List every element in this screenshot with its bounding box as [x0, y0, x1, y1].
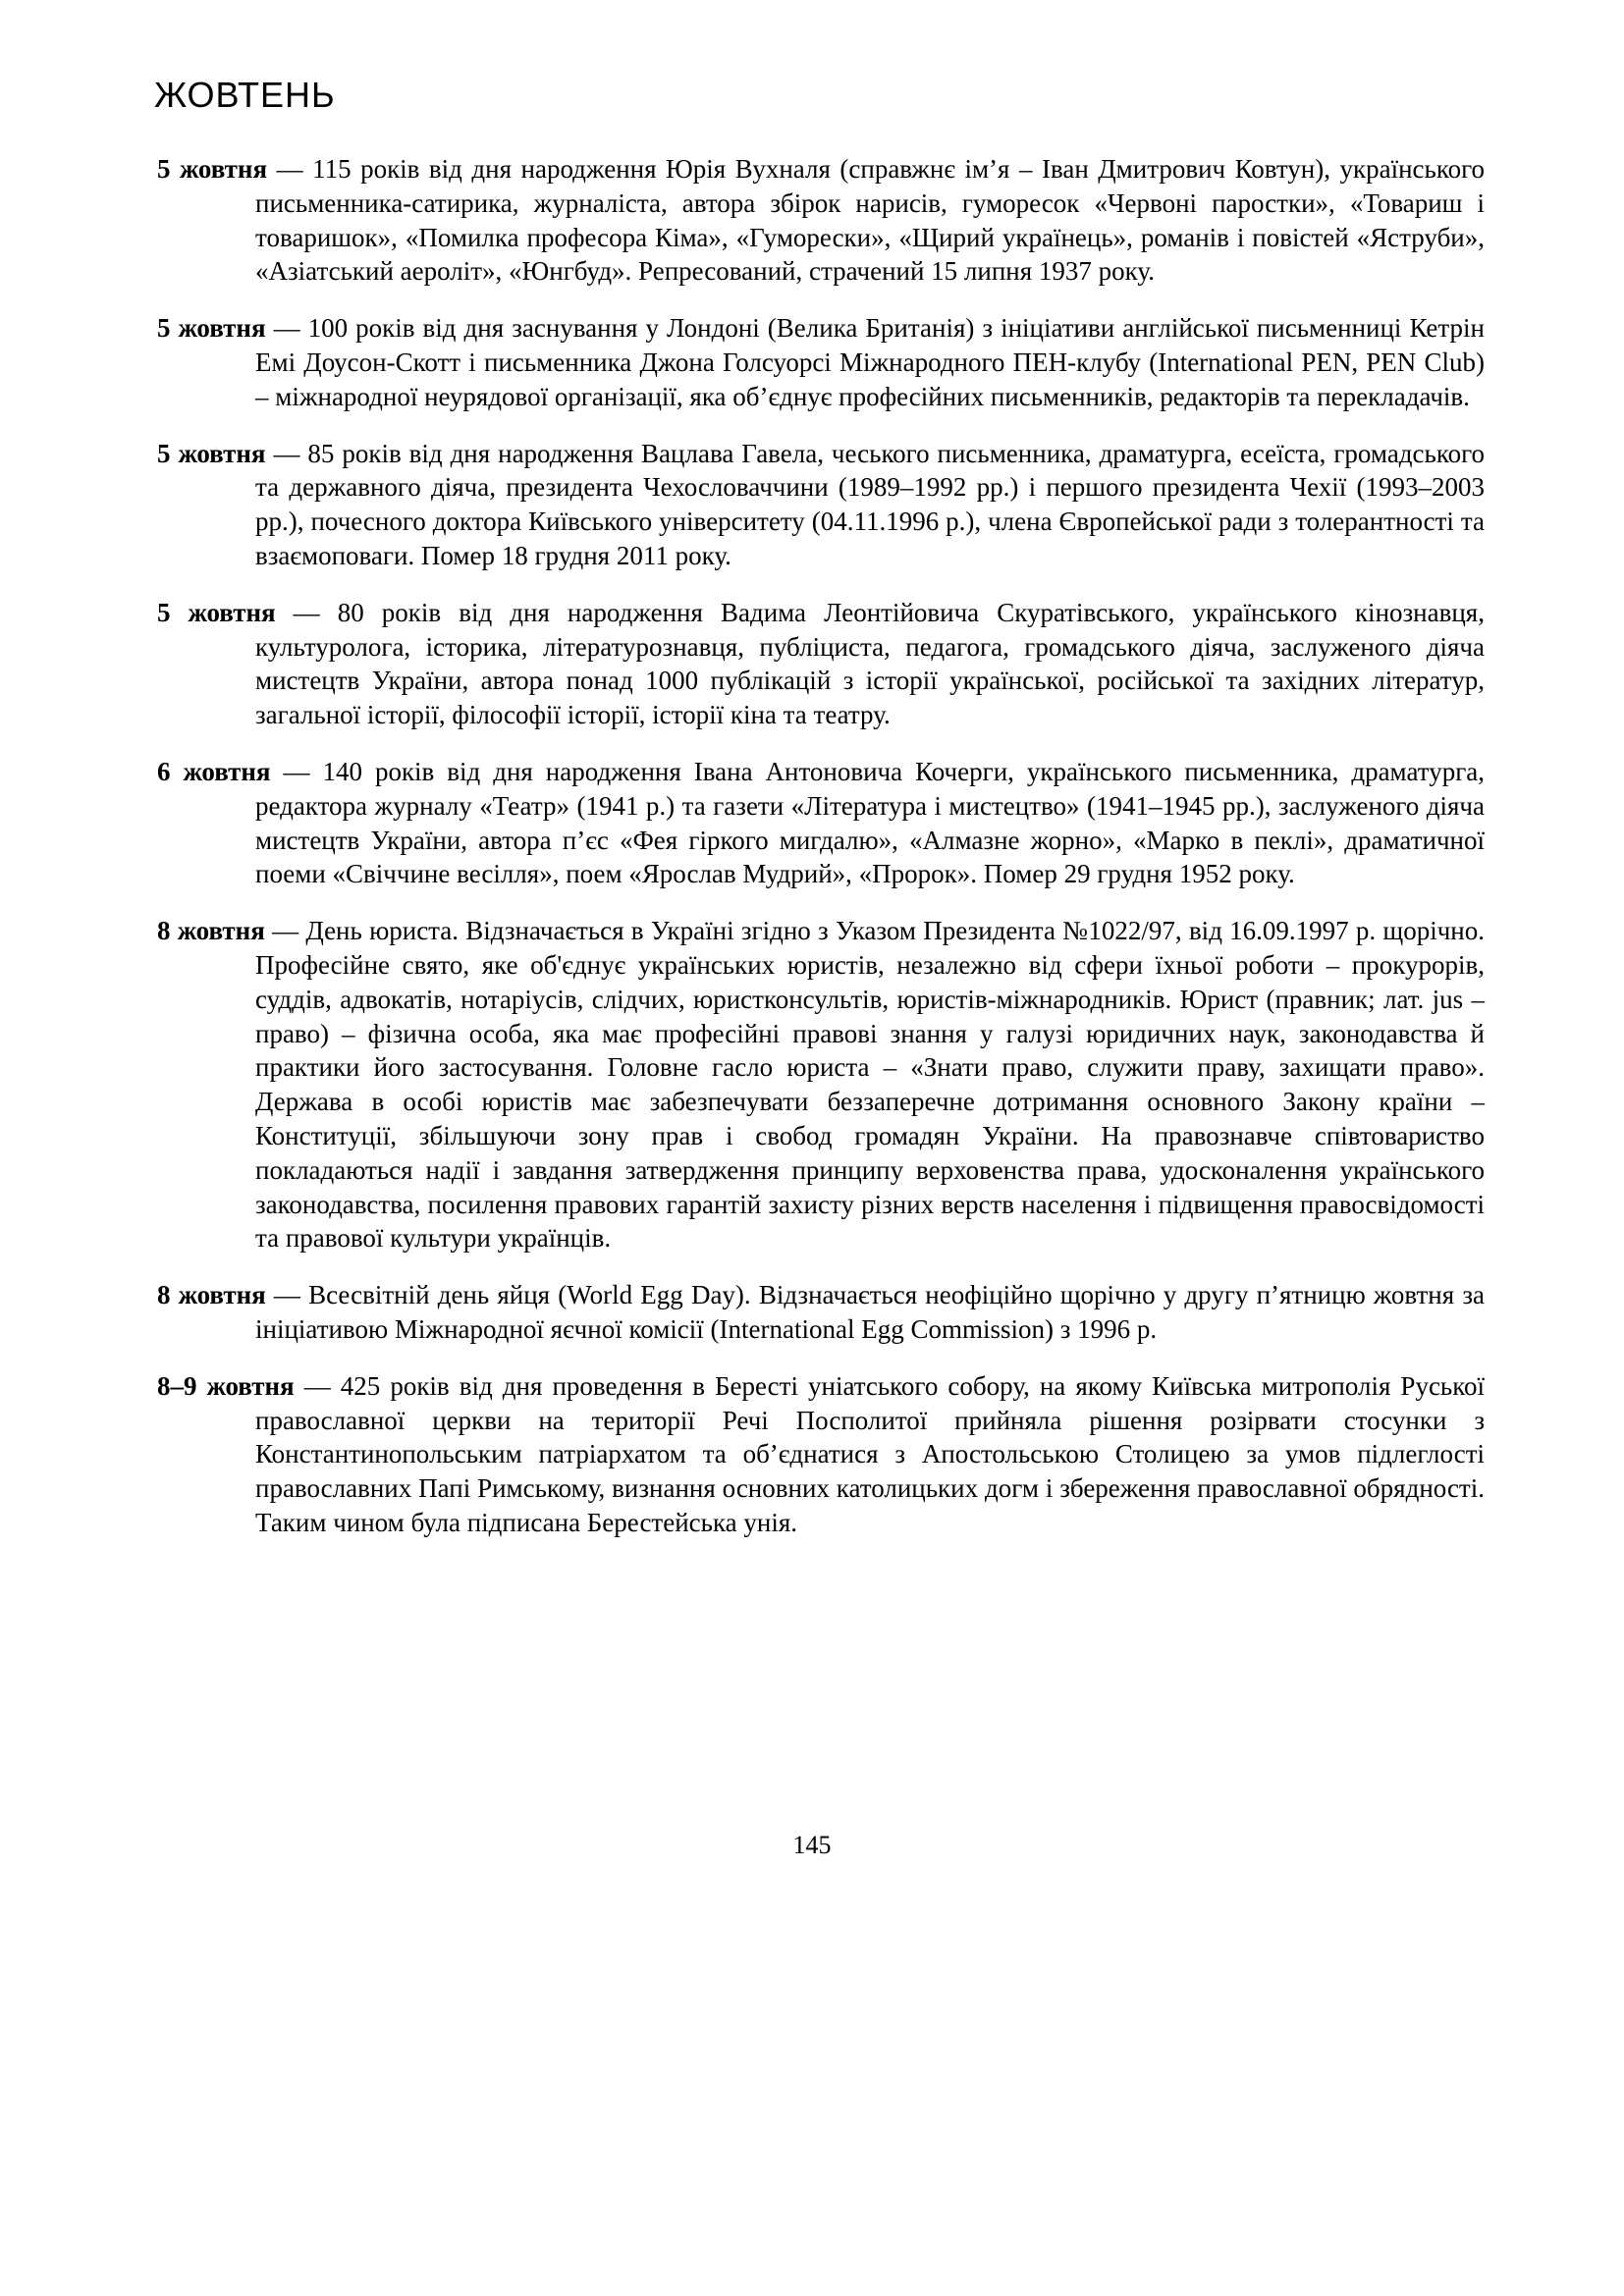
entry-text: — 140 років від дня народження Івана Антоновича Кочерги, українського письменника, драматурга, редактора журналу «Театр» (1941 р.) та газети «Література і мистецтво» (1941–1945 рр.), заслуженого діяча мистецтв України, автора п’єс «Фея гіркого мигдалю», «Алмазне жорно», «Марко в пеклі», драматичної поеми «Свіччине весілля», поем «Ярослав Мудрий», «Пророк». Помер 29 грудня 1952 року.	[255, 756, 1485, 889]
entry-text: — 80 років від дня народження Вадима Леонтійовича Скуратівського, українського кінознавця, культуролога, історика, літературознавця, публіциста, педагога, громадського діяча, заслуженого діяча мистецтв України, автора понад 1000 публікацій з історії української, російської та західних літератур, загальної історії, філософії історії, історії кіна та театру.	[255, 597, 1485, 730]
entry-date: 8 жовтня	[157, 1280, 266, 1310]
entry-date: 8–9 жовтня	[157, 1370, 295, 1401]
entry-date: 5 жовтня	[157, 154, 268, 184]
entry-text: — 425 років від дня проведення в Бересті уніатського собору, на якому Київська митрополія Руської православної церкви на території Речі Посполитої прийняла рішення розірвати стосунки з Константинопольським патріархатом та об’єднатися з Апостольською Столицею за умов підлеглості православних Папі Римському, визнання основних католицьких догм і збереження православної обрядності. Таким чином була підписана Берестейська унія.	[255, 1370, 1485, 1537]
page-number: 145	[792, 1831, 832, 1859]
calendar-entry	[157, 1369, 1485, 1540]
calendar-entry	[157, 755, 1485, 891]
calendar-entry	[157, 596, 1485, 732]
calendar-entries	[157, 152, 1485, 1563]
entry-text: — 100 років від дня заснування у Лондоні (Велика Британія) з ініціативи англійської письменниці Кетрін Емі Доусон-Скотт і письменника Джона Голсуорсі Міжнародного ПЕН-клубу (International PEN, PEN Club) – міжнародної неурядової організації, яка об’єднує професійних письменників, редакторів та перекладачів.	[255, 313, 1485, 411]
calendar-entry	[157, 437, 1485, 573]
entry-date: 6 жовтня	[157, 756, 271, 786]
calendar-entry	[157, 1278, 1485, 1347]
calendar-entry	[157, 152, 1485, 289]
entry-date: 8 жовтня	[157, 916, 265, 946]
entry-date: 5 жовтня	[157, 597, 276, 627]
calendar-entry	[157, 914, 1485, 1255]
entry-text: — 115 років від дня народження Юрія Вухналя (справжнє ім’я – Іван Дмитрович Ковтун), українського письменника-сатирика, журналіста, автора збірок нарисів, гуморесок «Червоні паростки», «Товариш і товаришок», «Помилка професора Кіма», «Гуморески», «Щирий українець», романів і повістей «Яструби», «Азіатський аероліт», «Юнгбуд». Репресований, страчений 15 липня 1937 року.	[255, 154, 1485, 287]
month-heading: ЖОВТЕНЬ	[154, 75, 336, 115]
entry-text: — Всесвітній день яйця (World Egg Day). Відзначається неофіційно щорічно у другу п’ятницю жовтня за ініціативою Міжнародної яєчної комісії (International Egg Commission) з 1996 р.	[255, 1280, 1485, 1344]
calendar-entry	[157, 311, 1485, 413]
entry-text: — День юриста. Відзначається в Україні згідно з Указом Президента №1022/97, від 16.09.1997 р. щорічно. Професійне свято, яке об'єднує українських юристів, незалежно від сфери їхньої роботи – прокурорів, суддів, адвокатів, нотаріусів, слідчих, юристконсультів, юристів-міжнародників. Юрист (правник; лат. jus – право) – фізична особа, яка має професійні правові знання у галузі юридичних наук, законодавства й практики його застосування. Головне гасло юриста – «Знати право, служити праву, захищати право». Держава в особі юристів має забезпечувати беззаперечне дотримання основного Закону країни – Конституції, збільшуючи зону прав і свобод громадян України. На правознавче співтовариство покладаються надії і завдання затвердження принципу верховенства права, удосконалення українського законодавства, посилення правових гарантій захисту різних верств населення і підвищення правосвідомості та правової культури українців.	[255, 916, 1485, 1254]
entry-date: 5 жовтня	[157, 313, 266, 344]
entry-date: 5 жовтня	[157, 438, 266, 468]
entry-text: — 85 років від дня народження Вацлава Гавела, чеського письменника, драматурга, есеїста, громадського та державного діяча, президента Чехословаччини (1989–1992 рр.) і першого президента Чехії (1993–2003 рр.), почесного доктора Київського університету (04.11.1996 р.), члена Європейської ради з толерантності та взаємоповаги. Помер 18 грудня 2011 року.	[255, 438, 1485, 570]
